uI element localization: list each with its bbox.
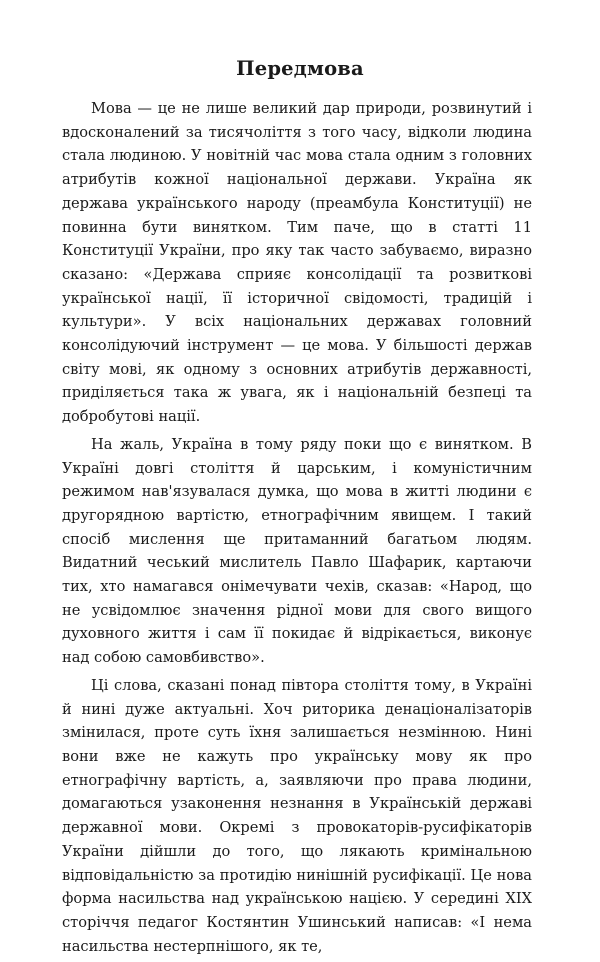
paragraph-3: Ці слова, сказані понад півтора століття тому, в Україні й нині дуже актуальні. Хоч риторика денаціоналізаторів змінилася, проте суть їхня залишається незмінною. Нині вони вже не кажуть про українську мову як про етнографічну вартість, а, заявляючи про права людини, домагаються узаконення незнання в Українській державі державної мови. Окремі з провокаторів-русифікаторів України дійшли до того, що лякають кримінальною відповідальністю за протидію нинішній русифікації. Це нова форма насильства над українською нацією. У середині ХІХ сторіччя педагог Костянтин Ушинський написав: «І нема насильства нестерпнішого, як те,: [62, 676, 532, 955]
page-title: Передмова: [236, 57, 364, 80]
paragraph-1: Мова — це не лише великий дар природи, розвинутий і вдосконалений за тисячоліття з того часу, відколи людина стала людиною. У новітній час мова стала одним з головних атрибутів кожної національної держави. Україна як держава українського народу (преамбула Конституції) не повинна бути винятком. Тим паче, що в статті 11 Конституції України, про яку так часто забуваємо, виразно сказано: «Держава сприяє консолідації та розвиткові української нації, її історичної свідомості, традицій і культури». У всіх національних державах головний консолідуючий інструмент — це мова. У більшості держав світу мові, як одному з основних атрибутів державності, приділяється така ж увага, як і національній безпеці та добробутові нації.: [62, 100, 532, 426]
body-text: [62, 97, 532, 962]
paragraph-2: На жаль, Україна в тому ряду поки що є винятком. В Україні довгі століття й царським, і комуністичним режимом нав'язувалася думка, що мова в житті людини є другорядною вартістю, етнографічним явищем. І такий спосіб мислення ще притаманний багатьом людям. Видатний чеський мислитель Павло Шафарик, картаючи тих, хто намагався онімечувати чехів, сказав: «Народ, що не усвідомлює значення рідної мови для свого вищого духовного життя і сам її покидає й відрікається, виконує над собою самовбивство».: [62, 435, 532, 667]
